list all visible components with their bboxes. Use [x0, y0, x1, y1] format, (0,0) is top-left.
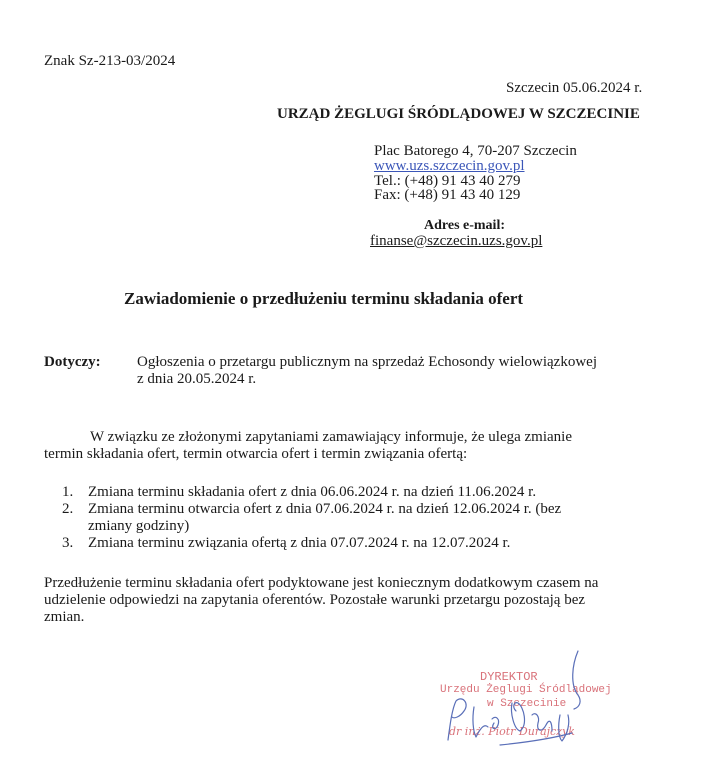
document-title: Zawiadomienie o przedłużeniu terminu składania ofert — [124, 289, 524, 308]
list-item-number: 1. — [62, 484, 74, 500]
intro-text-line: W związku ze złożonymi zapytaniami zamawiający informuje, że ulega zmianie — [90, 429, 572, 445]
office-address: Plac Batorego 4, 70-207 Szczecin — [374, 143, 577, 159]
email-label: Adres e-mail: — [424, 218, 505, 233]
stamp-office-line: Urzędu Żeglugi Śródlądowej — [440, 684, 612, 696]
list-item-text: Zmiana terminu związania ofertą z dnia 07.07.2024 r. na 12.07.2024 r. — [88, 535, 511, 551]
subject-line: z dnia 20.05.2024 r. — [137, 371, 257, 387]
subject-line: Ogłoszenia o przetargu publicznym na sprzedaż Echosondy wielowiązkowej — [137, 354, 597, 370]
stamp-title: DYREKTOR — [480, 670, 538, 684]
list-item — [62, 501, 622, 535]
list-item-number: 2. — [62, 501, 74, 517]
changes-list — [62, 484, 622, 552]
phone-number: Tel.: (+48) 91 43 40 279 — [374, 173, 521, 189]
closing-text-line: udzielenie odpowiedzi na zapytania oferentów. Pozostałe warunki przetargu pozostają bez — [44, 592, 586, 608]
list-item-text: Zmiana terminu składania ofert z dnia 06.06.2024 r. na dzień 11.06.2024 r. — [88, 484, 537, 500]
list-item-text: Zmiana terminu otwarcia ofert z dnia 07.06.2024 r. na dzień 12.06.2024 r. (bez — [88, 501, 562, 517]
closing-text-line: zmian. — [44, 609, 85, 625]
email-address[interactable]: finanse@szczecin.uzs.gov.pl — [370, 233, 543, 249]
list-item-text: zmiany godziny) — [88, 518, 190, 534]
list-item-number: 3. — [62, 535, 74, 551]
subject-label: Dotyczy: — [44, 354, 101, 370]
place-date: Szczecin 05.06.2024 r. — [506, 80, 643, 96]
list-item — [62, 535, 622, 552]
handwritten-signature — [440, 645, 610, 750]
document-reference: Znak Sz-213-03/2024 — [44, 53, 176, 69]
list-item — [62, 484, 622, 501]
stamp-office-line: w Szczecinie — [487, 698, 567, 710]
closing-text-line: Przedłużenie terminu składania ofert podyktowane jest koniecznym dodatkowym czasem na — [44, 575, 599, 591]
stamp-name: dr inż. Piotr Durajczyk — [449, 725, 575, 738]
office-name: URZĄD ŻEGLUGI ŚRÓDLĄDOWEJ W SZCZECINIE — [277, 106, 640, 122]
intro-text-line: termin składania ofert, termin otwarcia ofert i termin związania ofertą: — [44, 446, 468, 462]
website-link[interactable]: www.uzs.szczecin.gov.pl — [374, 158, 525, 174]
fax-number: Fax: (+48) 91 43 40 129 — [374, 187, 521, 203]
